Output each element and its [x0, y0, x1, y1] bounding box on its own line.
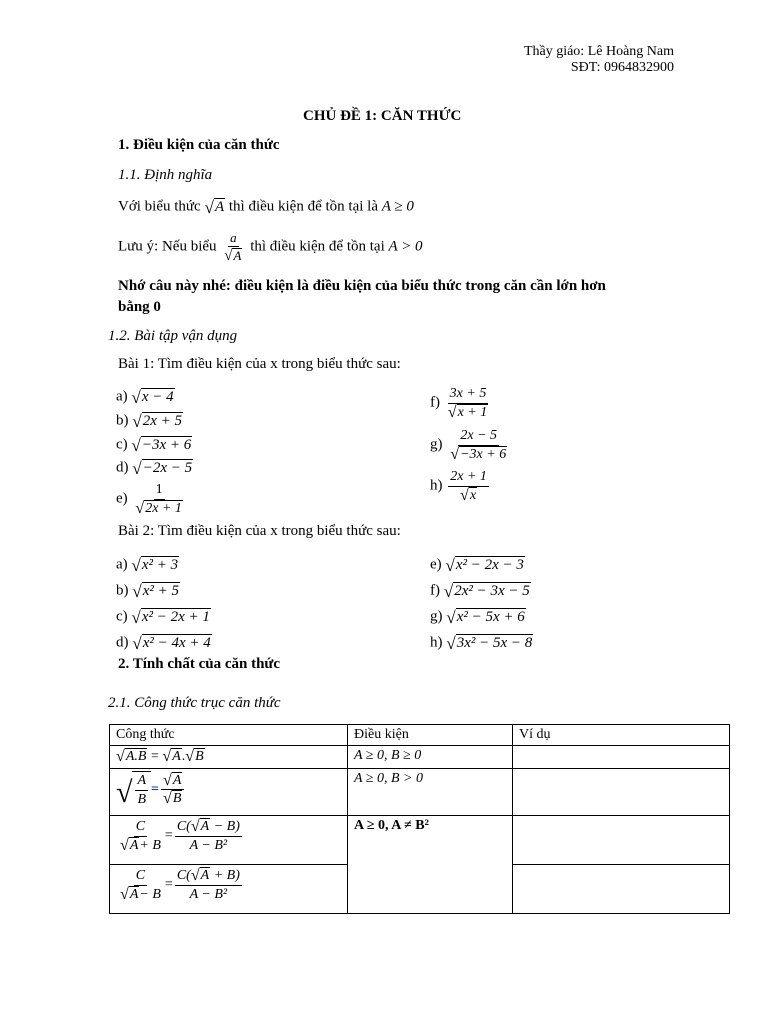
- item-label: c): [116, 608, 128, 625]
- sqrt-expr: √ −2x − 5: [132, 459, 193, 478]
- sqrt-expr: √ 2x + 5: [132, 412, 182, 431]
- ex2-item-a: [116, 556, 179, 574]
- table-row: [110, 816, 730, 865]
- note-condition: A > 0: [388, 238, 423, 255]
- fraction-expr: 1 √ 2x + 1: [135, 482, 182, 517]
- ex2-item-c: [116, 608, 211, 626]
- section-1-heading: 1. Điều kiện của căn thức: [118, 137, 280, 153]
- section-2-heading: 2. Tính chất của căn thức: [118, 656, 281, 672]
- remember-line-2: bằng 0: [118, 299, 161, 315]
- item-label: d): [116, 634, 129, 651]
- ex2-item-f: [430, 582, 531, 600]
- header-formula: Công thức: [110, 725, 348, 746]
- note-line: [118, 230, 423, 264]
- item-label: e): [116, 490, 128, 507]
- table-row: [110, 769, 730, 816]
- note-prefix: Lưu ý: Nếu biểu: [118, 238, 217, 255]
- table-row: [110, 746, 730, 769]
- formula-cell: √ $\frac{A}{B}$ = √ A √ B: [110, 769, 348, 816]
- exercise-2-prompt: Bài 2: Tìm điều kiện của x trong biểu thức sau:: [118, 523, 401, 539]
- definition-condition: A ≥ 0: [381, 198, 414, 215]
- table-header-row: [110, 725, 730, 746]
- item-label: c): [116, 436, 128, 453]
- sqrt-expr: √ x² − 2x + 1: [131, 608, 210, 627]
- item-label: a): [116, 556, 128, 573]
- item-label: h): [430, 477, 443, 494]
- condition-cell: A ≥ 0, A ≠ B²: [348, 816, 513, 914]
- example-cell: [513, 769, 730, 816]
- ex2-item-d: [116, 634, 212, 652]
- example-cell: [513, 816, 730, 865]
- formula-cell: C √ A + B = C( √ A − B) A − B²: [110, 816, 348, 865]
- item-label: g): [430, 608, 443, 625]
- fraction-expr: 3x + 5 √ x + 1: [447, 386, 488, 421]
- note-middle: thì điều kiện để tồn tại: [250, 238, 385, 255]
- sqrt-expr: √ 2x² − 3x − 5: [443, 582, 530, 601]
- teacher-name: Thầy giáo: Lê Hoàng Nam: [523, 44, 674, 59]
- item-label: g): [430, 436, 443, 453]
- formula-cell: C √ A − B = C( √ A + B) A − B²: [110, 865, 348, 914]
- ex2-item-h: [430, 634, 533, 652]
- item-label: b): [116, 582, 129, 599]
- fraction-expr: 2x + 1 √ x: [450, 469, 487, 504]
- ex1-item-h: [430, 468, 491, 504]
- teacher-phone: SĐT: 0964832900: [570, 60, 674, 75]
- item-label: a): [116, 388, 128, 405]
- header-example: Ví dụ: [513, 725, 730, 746]
- subsection-1-1-heading: 1.1. Định nghĩa: [118, 167, 213, 183]
- ex1-item-a: [116, 388, 175, 406]
- definition-line: [118, 198, 414, 216]
- sqrt-expr: √ x² + 3: [131, 556, 179, 575]
- example-cell: [513, 865, 730, 914]
- subsection-1-2-heading: 1.2. Bài tập vận dụng: [108, 328, 238, 344]
- note-fraction: a √ A: [224, 230, 242, 265]
- subsection-2-1-heading: 2.1. Công thức trục căn thức: [108, 695, 281, 711]
- item-label: h): [430, 634, 443, 651]
- document-title: CHỦ ĐỀ 1: CĂN THỨC: [303, 108, 462, 124]
- ex2-item-g: [430, 608, 526, 626]
- ex2-item-b: [116, 582, 180, 600]
- sqrt-expr: √ x² + 5: [132, 582, 179, 601]
- ex1-item-f: [430, 385, 492, 421]
- sqrt-expr: √ x² − 5x + 6: [446, 608, 525, 627]
- sqrt-expr: √ 3x² − 5x − 8: [446, 634, 533, 653]
- item-label: e): [430, 556, 442, 573]
- sqrt-expr: √ x² − 4x + 4: [132, 634, 211, 653]
- item-label: f): [430, 394, 440, 411]
- sqrt-expr: √ x − 4: [131, 388, 174, 407]
- item-label: b): [116, 412, 129, 429]
- item-label: f): [430, 582, 440, 599]
- ex1-item-b: [116, 412, 183, 430]
- formula-cell: √ A.B = √ A . √ B: [110, 746, 348, 769]
- definition-prefix: Với biểu thức: [118, 198, 201, 215]
- ex2-item-e: [430, 556, 525, 574]
- ex1-item-g: [430, 427, 511, 463]
- item-label: d): [116, 459, 129, 476]
- ex1-item-c: [116, 436, 192, 454]
- definition-middle: thì điều kiện để tồn tại là: [228, 198, 378, 215]
- condition-cell: A ≥ 0, B ≥ 0: [348, 746, 513, 769]
- example-cell: [513, 746, 730, 769]
- remember-line-1: Nhớ câu này nhé: điều kiện là điều kiện của biểu thức trong căn cần lớn hơn: [118, 278, 606, 294]
- formula-table: [109, 724, 730, 914]
- fraction-expr: 2x − 5 √ −3x + 6: [450, 428, 507, 463]
- sqrt-expr: √ x² − 2x − 3: [445, 556, 524, 575]
- exercise-1-prompt: Bài 1: Tìm điều kiện của x trong biểu thức sau:: [118, 356, 401, 372]
- sqrt-expr: √ −3x + 6: [131, 436, 192, 455]
- ex1-item-d: [116, 459, 193, 477]
- sqrt-a: √ A: [204, 198, 225, 217]
- ex1-item-e: [116, 481, 187, 517]
- header-condition: Điều kiện: [348, 725, 513, 746]
- condition-cell: A ≥ 0, B > 0: [348, 769, 513, 816]
